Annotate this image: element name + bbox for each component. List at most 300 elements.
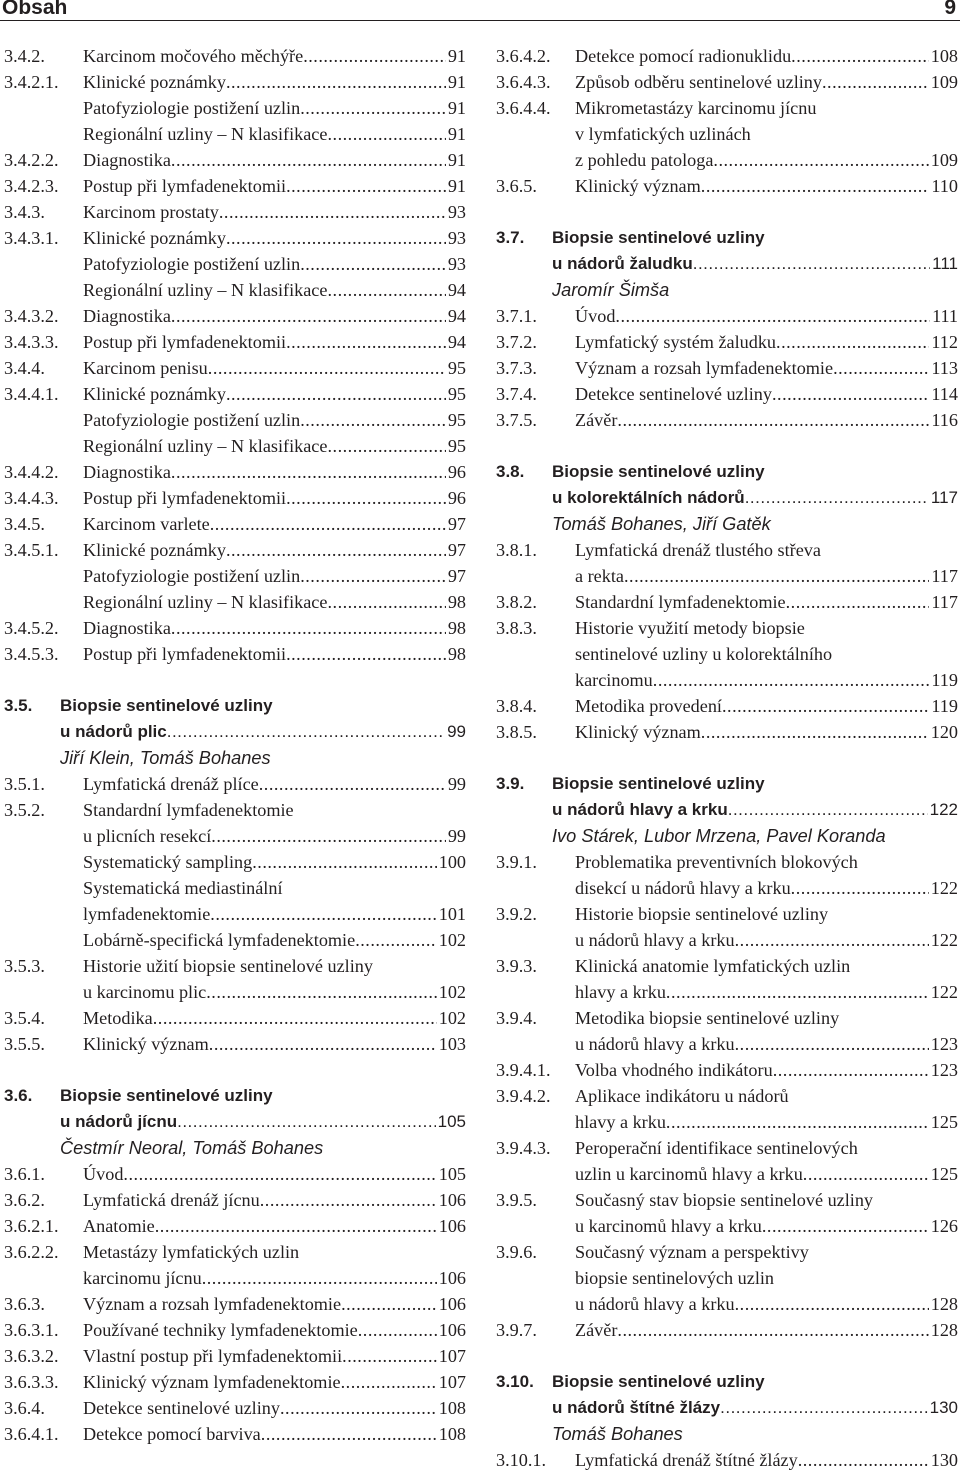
toc-entry[interactable] xyxy=(4,1213,466,1239)
toc-entry-body xyxy=(83,43,466,69)
toc-entry-title: Používané techniky lymfadenektomie xyxy=(83,1320,358,1340)
toc-entry[interactable] xyxy=(496,95,958,173)
toc-entry-title: z pohledu patologa xyxy=(575,150,714,170)
toc-page-number: 122 xyxy=(929,800,958,819)
toc-entry-number: 3.9.1. xyxy=(496,852,537,872)
toc-section[interactable] xyxy=(496,459,958,537)
toc-entry-title: Karcinom penisu xyxy=(83,358,208,378)
dot-leader xyxy=(762,1213,929,1239)
toc-entry-line xyxy=(575,667,958,693)
dot-leader xyxy=(171,147,446,173)
toc-entry-title: Lobárně-specifická lymfadenektomie xyxy=(83,930,356,950)
toc-entry[interactable] xyxy=(496,381,958,407)
toc-page-number: 111 xyxy=(932,254,958,273)
section-authors: Čestmír Neoral, Tomáš Bohanes xyxy=(60,1138,324,1158)
toc-entry-body xyxy=(83,927,466,953)
toc-entry-title: Regionální uzliny – N klasifikace xyxy=(83,124,328,144)
dot-leader xyxy=(617,407,929,433)
toc-entry-number: 3.4.5.3. xyxy=(4,644,59,664)
toc-entry-line xyxy=(552,485,958,511)
toc-entry-body xyxy=(83,615,466,641)
toc-page-number: 107 xyxy=(438,1372,466,1392)
toc-page-number: 91 xyxy=(447,124,466,144)
toc-entry[interactable] xyxy=(496,173,958,199)
dot-leader xyxy=(786,589,930,615)
toc-entry-line xyxy=(552,797,958,823)
toc-page-number: 106 xyxy=(438,1320,466,1340)
toc-entry[interactable] xyxy=(4,511,466,537)
toc-entry[interactable] xyxy=(496,537,958,589)
toc-entry-line xyxy=(575,953,958,979)
dot-leader xyxy=(155,1213,437,1239)
toc-entry-title: Postup při lymfadenektomii xyxy=(83,332,287,352)
toc-page-number: 112 xyxy=(931,332,958,352)
toc-section[interactable] xyxy=(4,1083,466,1161)
toc-entry-number xyxy=(4,563,83,589)
toc-entry[interactable] xyxy=(4,1031,466,1057)
toc-entry-title: u nádorů hlavy a krku xyxy=(552,800,728,819)
toc-entry-title: Úvod xyxy=(83,1164,124,1184)
toc-entry-body xyxy=(83,953,466,1005)
toc-entry-body xyxy=(83,355,466,381)
toc-entry-title: Anatomie xyxy=(83,1216,155,1236)
toc-entry-number: 3.4.5.2. xyxy=(4,618,59,638)
toc-entry[interactable] xyxy=(4,381,466,407)
toc-page-number: 99 xyxy=(447,826,466,846)
toc-entry-body xyxy=(83,459,466,485)
dot-leader xyxy=(615,303,930,329)
toc-entry-body xyxy=(83,173,466,199)
toc-entry-title: Biopsie sentinelové uzliny xyxy=(552,462,765,481)
toc-entry[interactable] xyxy=(4,797,466,849)
toc-entry[interactable] xyxy=(4,329,466,355)
toc-entry-title: Volba vhodného indikátoru xyxy=(575,1060,773,1080)
dot-leader xyxy=(341,1369,437,1395)
toc-entry[interactable] xyxy=(4,927,466,953)
toc-entry-number: 3.4.5. xyxy=(4,514,45,534)
toc-entry-line xyxy=(83,1291,466,1317)
toc-page-number: 102 xyxy=(438,1008,466,1028)
toc-entry[interactable] xyxy=(496,303,958,329)
toc-entry-title: Problematika preventivních blokových xyxy=(575,852,858,872)
toc-entry[interactable] xyxy=(4,173,466,199)
toc-entry-body xyxy=(83,1187,466,1213)
toc-entry[interactable] xyxy=(496,1187,958,1239)
toc-entry-body xyxy=(575,693,958,719)
toc-entry-body xyxy=(83,69,466,95)
toc-entry-number: 3.6.4.4. xyxy=(496,98,551,118)
toc-page-number: 122 xyxy=(930,930,958,950)
toc-entry[interactable] xyxy=(4,1187,466,1213)
toc-entry-body xyxy=(83,849,466,875)
toc-entry-line xyxy=(83,875,466,901)
toc-page-number: 97 xyxy=(447,566,466,586)
toc-entry-body xyxy=(575,953,958,1005)
toc-entry-title: Současný význam a perspektivy xyxy=(575,1242,809,1262)
toc-entry-title: Biopsie sentinelové uzliny xyxy=(552,774,765,793)
toc-entry-title: lymfadenektomie xyxy=(83,904,211,924)
toc-entry-number: 3.5.5. xyxy=(4,1034,45,1054)
toc-section[interactable] xyxy=(4,693,466,771)
dot-leader xyxy=(219,199,446,225)
toc-entry-title: Klinický význam xyxy=(83,1034,209,1054)
toc-page-number: 94 xyxy=(447,332,466,352)
toc-entry[interactable] xyxy=(496,1239,958,1317)
toc-entry-number: 3.6.5. xyxy=(496,176,537,196)
toc-entry-line xyxy=(83,381,466,407)
toc-entry[interactable] xyxy=(4,147,466,173)
toc-page-number: 106 xyxy=(438,1268,466,1288)
toc-page-number: 91 xyxy=(447,72,466,92)
toc-entry-line xyxy=(575,407,958,433)
toc-column-left xyxy=(4,43,466,1447)
toc-entry[interactable] xyxy=(4,199,466,225)
toc-page-number: 130 xyxy=(929,1398,958,1417)
toc-entry-number: 3.6.4.3. xyxy=(496,72,551,92)
toc-entry[interactable] xyxy=(4,277,466,303)
toc-entry-title: Význam a rozsah lymfadenektomie xyxy=(575,358,834,378)
toc-entry-body xyxy=(575,537,958,589)
toc-page-number: 98 xyxy=(447,592,466,612)
toc-page-number: 123 xyxy=(930,1060,958,1080)
toc-entry[interactable] xyxy=(4,953,466,1005)
toc-entry[interactable] xyxy=(4,485,466,511)
dot-leader xyxy=(259,771,446,797)
toc-page-number: 102 xyxy=(438,982,466,1002)
toc-entry[interactable] xyxy=(4,615,466,641)
toc-entry-title: Klinický význam xyxy=(575,722,701,742)
toc-entry-body xyxy=(83,563,466,589)
toc-entry[interactable] xyxy=(496,329,958,355)
toc-entry-number: 3.8.2. xyxy=(496,592,537,612)
dot-leader xyxy=(822,69,929,95)
toc-entry[interactable] xyxy=(496,615,958,693)
toc-entry-title: u nádorů jícnu xyxy=(60,1112,178,1131)
toc-entry-body xyxy=(575,1083,958,1135)
toc-entry-body xyxy=(575,303,958,329)
toc-entry[interactable] xyxy=(496,1447,958,1473)
toc-entry[interactable] xyxy=(4,251,466,277)
dot-leader xyxy=(208,355,446,381)
toc-entry-number: 3.4.2.1. xyxy=(4,72,59,92)
toc-entry-line xyxy=(83,537,466,563)
toc-entry[interactable] xyxy=(4,1005,466,1031)
toc-entry-line xyxy=(83,1213,466,1239)
toc-entry-number: 3.5.3. xyxy=(4,956,45,976)
toc-entry-title: Systematická mediastinální xyxy=(83,878,283,898)
toc-entry-body xyxy=(83,485,466,511)
toc-entry-number: 3.9.6. xyxy=(496,1242,537,1262)
toc-entry-body xyxy=(552,459,958,537)
toc-entry[interactable] xyxy=(496,901,958,953)
toc-entry-line xyxy=(575,1005,958,1031)
toc-entry-title: Diagnostika xyxy=(83,306,171,326)
toc-entry-number: 3.4.2.2. xyxy=(4,150,59,170)
toc-page-number: 96 xyxy=(447,488,466,508)
toc-entry-line xyxy=(83,1265,466,1291)
toc-entry-body xyxy=(83,1395,466,1421)
toc-page-number: 106 xyxy=(438,1216,466,1236)
toc-entry-number: 3.5.4. xyxy=(4,1008,45,1028)
toc-entry-number: 3.9.3. xyxy=(496,956,537,976)
toc-entry[interactable] xyxy=(496,849,958,901)
toc-page-number: 94 xyxy=(447,306,466,326)
toc-entry[interactable] xyxy=(496,693,958,719)
toc-entry-title: Klinické poznámky xyxy=(83,72,226,92)
toc-entry[interactable] xyxy=(4,95,466,121)
dot-leader xyxy=(123,1161,436,1187)
toc-entry-line xyxy=(83,147,466,173)
toc-entry-line xyxy=(575,1187,958,1213)
toc-entry-title: Systematický sampling xyxy=(83,852,253,872)
toc-entry-number: 3.8.5. xyxy=(496,722,537,742)
toc-entry-line xyxy=(552,771,958,797)
toc-entry[interactable] xyxy=(4,303,466,329)
section-authors: Tomáš Bohanes, Jiří Gatěk xyxy=(552,514,771,534)
toc-page-number: 111 xyxy=(932,306,958,326)
toc-entry[interactable] xyxy=(4,459,466,485)
toc-entry-title: hlavy a krku xyxy=(575,1112,666,1132)
toc-entry-line xyxy=(575,875,958,901)
toc-entry-body xyxy=(83,433,466,459)
toc-entry[interactable] xyxy=(496,1057,958,1083)
toc-entry[interactable] xyxy=(4,1369,466,1395)
dot-leader xyxy=(728,797,928,823)
toc-entry-body xyxy=(83,147,466,173)
toc-entry-line xyxy=(575,537,958,563)
toc-entry-title: Peroperační identifikace sentinelových xyxy=(575,1138,858,1158)
section-authors: Ivo Stárek, Lubor Mrzena, Pavel Koranda xyxy=(552,826,886,846)
toc-entry-line xyxy=(575,355,958,381)
dot-leader xyxy=(286,329,446,355)
toc-entry[interactable] xyxy=(4,433,466,459)
dot-leader xyxy=(226,69,446,95)
dot-leader xyxy=(300,563,446,589)
toc-entry[interactable] xyxy=(496,69,958,95)
toc-page-number: 96 xyxy=(447,462,466,482)
page-title: Obsah xyxy=(2,0,68,19)
toc-entry-line xyxy=(83,563,466,589)
toc-entry-title: Lymfatická drenáž štítné žlázy xyxy=(575,1450,798,1470)
toc-entry[interactable] xyxy=(496,43,958,69)
toc-entry[interactable] xyxy=(4,589,466,615)
toc-entry-number: 3.9.4. xyxy=(496,1008,537,1028)
toc-entry[interactable] xyxy=(4,1317,466,1343)
toc-entry-line xyxy=(83,355,466,381)
toc-page-number: 108 xyxy=(438,1424,466,1444)
dot-leader xyxy=(261,1421,437,1447)
toc-entry-number xyxy=(4,95,83,121)
toc-entry-title: Biopsie sentinelové uzliny xyxy=(60,1086,273,1105)
toc-page-number: 109 xyxy=(930,72,958,92)
toc-page-number: 105 xyxy=(437,1112,466,1131)
toc-entry[interactable] xyxy=(496,953,958,1005)
toc-section[interactable] xyxy=(496,771,958,849)
toc-entry-body xyxy=(575,1005,958,1057)
toc-entry[interactable] xyxy=(4,1343,466,1369)
toc-entry-title: Klinická anatomie lymfatických uzlin xyxy=(575,956,851,976)
toc-entry-body xyxy=(83,537,466,563)
toc-entry-title: Klinické poznámky xyxy=(83,384,226,404)
toc-entry[interactable] xyxy=(496,407,958,433)
toc-entry[interactable] xyxy=(4,771,466,797)
toc-page-number: 114 xyxy=(931,384,958,404)
toc-entry-number: 3.6.3.3. xyxy=(4,1372,59,1392)
toc-entry[interactable] xyxy=(496,355,958,381)
toc-entry[interactable] xyxy=(496,719,958,745)
toc-entry-body xyxy=(575,1447,958,1473)
toc-entry-line xyxy=(575,1447,958,1473)
toc-entry[interactable] xyxy=(4,537,466,563)
toc-entry-title: Aplikace indikátoru u nádorů xyxy=(575,1086,789,1106)
toc-entry-number: 3.4.3.2. xyxy=(4,306,59,326)
toc-entry-line xyxy=(83,849,466,875)
toc-entry-number: 3.6.2.1. xyxy=(4,1216,59,1236)
toc-page-number: 95 xyxy=(447,358,466,378)
toc-entry-number: 3.6.4.1. xyxy=(4,1424,59,1444)
toc-entry-body xyxy=(60,693,466,771)
toc-entry-line xyxy=(575,849,958,875)
toc-entry[interactable] xyxy=(4,225,466,251)
toc-entry-line xyxy=(575,615,958,641)
dot-leader xyxy=(358,1317,437,1343)
toc-entry[interactable] xyxy=(4,1395,466,1421)
toc-entry-title: u kolorektálních nádorů xyxy=(552,488,745,507)
dot-leader xyxy=(286,641,446,667)
toc-entry-number: 3.4.3.3. xyxy=(4,332,59,352)
toc-entry[interactable] xyxy=(4,875,466,927)
dot-leader xyxy=(776,329,929,355)
toc-entry[interactable] xyxy=(4,1161,466,1187)
toc-entry-body xyxy=(83,511,466,537)
toc-entry-line xyxy=(83,407,466,433)
toc-entry-body xyxy=(83,589,466,615)
toc-entry-body xyxy=(575,615,958,693)
toc-entry-title: Způsob odběru sentinelové uzliny xyxy=(575,72,822,92)
toc-entry-line xyxy=(83,771,466,797)
dot-leader xyxy=(327,121,445,147)
toc-entry-line xyxy=(83,303,466,329)
toc-entry[interactable] xyxy=(4,407,466,433)
toc-entry-body xyxy=(83,407,466,433)
toc-entry-line xyxy=(60,719,466,745)
dot-leader xyxy=(693,251,930,277)
toc-entry-line xyxy=(575,1291,958,1317)
dot-leader xyxy=(327,589,445,615)
toc-entry-title: Klinický význam xyxy=(575,176,701,196)
toc-entry-body xyxy=(83,875,466,927)
toc-entry-title: karcinomu xyxy=(575,670,653,690)
toc-entry-title: uzlin u karcinomů hlavy a krku xyxy=(575,1164,803,1184)
toc-entry-title: u nádorů žaludku xyxy=(552,254,693,273)
toc-entry[interactable] xyxy=(4,355,466,381)
toc-entry-body xyxy=(83,797,466,849)
dot-leader xyxy=(773,1057,929,1083)
toc-entry-line xyxy=(575,1161,958,1187)
toc-entry-line xyxy=(575,1265,958,1291)
toc-entry[interactable] xyxy=(4,43,466,69)
toc-entry-number xyxy=(4,433,83,459)
toc-entry-body xyxy=(83,199,466,225)
toc-entry[interactable] xyxy=(4,849,466,875)
toc-entry-title: u karcinomů hlavy a krku xyxy=(575,1216,762,1236)
toc-entry-title: Úvod xyxy=(575,306,616,326)
toc-entry[interactable] xyxy=(496,1317,958,1343)
toc-entry-title: Metastázy lymfatických uzlin xyxy=(83,1242,300,1262)
dot-leader xyxy=(206,979,436,1005)
toc-entry-body xyxy=(83,1317,466,1343)
toc-entry[interactable] xyxy=(4,1291,466,1317)
toc-entry-line xyxy=(575,719,958,745)
toc-entry[interactable] xyxy=(4,121,466,147)
toc-entry-line xyxy=(83,1161,466,1187)
toc-entry-line xyxy=(552,251,958,277)
toc-entry[interactable] xyxy=(4,1421,466,1447)
toc-entry[interactable] xyxy=(4,1239,466,1291)
toc-entry-body xyxy=(575,719,958,745)
toc-page-number: 108 xyxy=(930,46,958,66)
toc-entry-title: Klinický význam lymfadenektomie xyxy=(83,1372,341,1392)
toc-entry-title: Detekce pomocí barviva xyxy=(83,1424,261,1444)
toc-entry-number xyxy=(4,121,83,147)
toc-entry-number: 3.4.4. xyxy=(4,358,45,378)
toc-entry-line xyxy=(575,1317,958,1343)
toc-entry-line xyxy=(575,1239,958,1265)
toc-entry-body xyxy=(83,641,466,667)
toc-entry-number: 3.8.1. xyxy=(496,540,537,560)
toc-entry-line xyxy=(83,1369,466,1395)
dot-leader xyxy=(666,1109,929,1135)
toc-entry-title: Lymfatická drenáž plíce xyxy=(83,774,259,794)
dot-leader xyxy=(666,979,929,1005)
dot-leader xyxy=(210,901,436,927)
toc-entry-line xyxy=(83,1031,466,1057)
toc-page-number: 91 xyxy=(447,46,466,66)
toc-entry-number: 3.7.4. xyxy=(496,384,537,404)
toc-entry[interactable] xyxy=(496,589,958,615)
dot-leader xyxy=(701,719,929,745)
toc-entry-body xyxy=(575,1057,958,1083)
toc-entry[interactable] xyxy=(496,1135,958,1187)
toc-entry[interactable] xyxy=(496,1005,958,1057)
dot-leader xyxy=(300,251,446,277)
toc-entry[interactable] xyxy=(496,1083,958,1135)
toc-entry[interactable] xyxy=(4,69,466,95)
toc-entry-body xyxy=(552,1369,958,1447)
toc-entry-line xyxy=(575,641,958,667)
toc-entry-line xyxy=(575,1083,958,1109)
toc-entry-number: 3.6.2. xyxy=(4,1190,45,1210)
toc-entry-line xyxy=(83,329,466,355)
toc-entry-line xyxy=(83,485,466,511)
toc-entry-line xyxy=(83,1187,466,1213)
dot-leader xyxy=(624,563,929,589)
dot-leader xyxy=(177,1109,436,1135)
toc-entry-title: u nádorů štítné žlázy xyxy=(552,1398,721,1417)
toc-entry-line xyxy=(575,901,958,927)
toc-entry-line xyxy=(552,1395,958,1421)
toc-entry-line xyxy=(83,95,466,121)
toc-entry[interactable] xyxy=(4,641,466,667)
dot-leader xyxy=(745,485,929,511)
toc-entry-title: Biopsie sentinelové uzliny xyxy=(60,696,273,715)
toc-entry-line xyxy=(575,693,958,719)
toc-section[interactable] xyxy=(496,1369,958,1447)
toc-section[interactable] xyxy=(496,225,958,303)
toc-entry-line xyxy=(83,511,466,537)
toc-entry[interactable] xyxy=(4,563,466,589)
toc-entry-line xyxy=(60,693,466,719)
